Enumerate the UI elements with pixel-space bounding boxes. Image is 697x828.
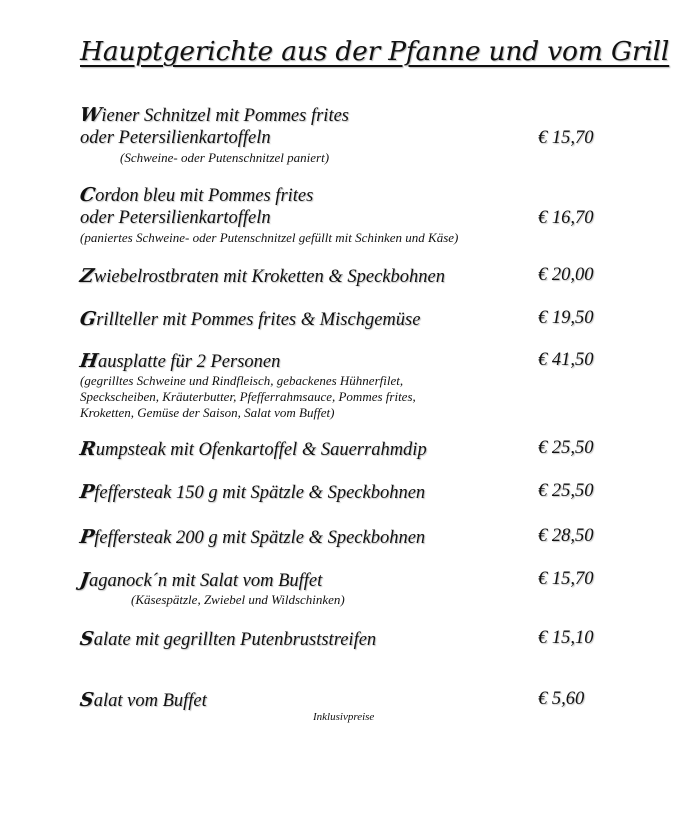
dish-name: feffersteak 150 g mit Spätzle & Speckbohnen (94, 483, 426, 503)
dish-hausplatte-note-line2: Speckscheiben, Kräuterbutter, Pfefferrahmsauce, Pommes frites, (80, 389, 416, 404)
dish-cordon-bleu-line1 (80, 184, 313, 207)
dish-name: umpsteak mit Ofenkartoffel & Sauerrahmdip (95, 440, 427, 460)
dish-jaganockn (80, 569, 322, 592)
dish-initial: C (78, 184, 97, 206)
dish-name: alate mit gegrillten Putenbruststreifen (93, 630, 377, 650)
dish-initial: R (78, 438, 98, 460)
dish-pfeffersteak-200 (80, 526, 425, 549)
dish-name: aganock´n mit Salat vom Buffet (89, 571, 323, 591)
dish-name: ordon bleu mit Pommes frites (95, 186, 314, 206)
dish-grillteller-price: € 19,50 (538, 308, 594, 328)
dish-initial: S (78, 689, 96, 711)
dish-hausplatte-note-line1: (gegrilltes Schweine und Rindfleisch, gebackenes Hühnerfilet, (80, 373, 404, 388)
dish-rumpsteak-price: € 25,50 (538, 438, 594, 458)
dish-wiener-schnitzel-note: (Schweine- oder Putenschnitzel paniert) (120, 150, 330, 165)
dish-name: rillteller mit Pommes frites & Mischgemüse (96, 310, 421, 330)
dish-cordon-bleu-price: € 16,70 (538, 208, 594, 228)
dish-initial: W (78, 104, 103, 126)
dish-zwiebelrostbraten-price: € 20,00 (538, 265, 594, 285)
dish-initial: J (78, 569, 91, 591)
dish-salate-puten (80, 628, 376, 651)
dish-cordon-bleu-line2: oder Petersilienkartoffeln (80, 208, 271, 228)
dish-name: iener Schnitzel mit Pommes frites (101, 106, 349, 126)
dish-initial: Z (78, 265, 96, 287)
dish-salat-buffet-price: € 5,60 (538, 689, 585, 709)
dish-pfeffersteak-150-price: € 25,50 (538, 481, 594, 501)
dish-jaganockn-note: (Käsespätzle, Zwiebel und Wildschinken) (131, 592, 345, 607)
dish-grillteller (80, 308, 420, 331)
dish-name: feffersteak 200 g mit Spätzle & Speckbohnen (94, 528, 426, 548)
dish-name: alat vom Buffet (93, 691, 207, 711)
page-title: Hauptgerichte aus der Pfanne und vom Grill (80, 36, 670, 67)
price-footnote: Inklusivpreise (313, 711, 375, 723)
dish-cordon-bleu-note: (paniertes Schweine- oder Putenschnitzel gefüllt mit Schinken und Käse) (80, 230, 459, 245)
dish-hausplatte (80, 350, 280, 373)
dish-hausplatte-price: € 41,50 (538, 350, 594, 370)
dish-name: wiebelrostbraten mit Kroketten & Speckbohnen (93, 267, 445, 287)
dish-initial: H (78, 350, 100, 372)
dish-initial: P (78, 526, 96, 548)
dish-rumpsteak (80, 438, 427, 461)
dish-zwiebelrostbraten (80, 265, 445, 288)
dish-salate-puten-price: € 15,10 (538, 628, 594, 648)
dish-wiener-schnitzel-line1 (80, 104, 349, 127)
dish-jaganockn-price: € 15,70 (538, 569, 594, 589)
dish-hausplatte-note-line3: Kroketten, Gemüse der Saison, Salat vom Buffet) (80, 405, 335, 420)
dish-pfeffersteak-150 (80, 481, 425, 504)
dish-name: ausplatte für 2 Personen (97, 352, 281, 372)
dish-pfeffersteak-200-price: € 28,50 (538, 526, 594, 546)
dish-wiener-schnitzel-line2: oder Petersilienkartoffeln (80, 128, 271, 148)
dish-initial: S (78, 628, 96, 650)
dish-salat-buffet (80, 689, 207, 712)
dish-wiener-schnitzel-price: € 15,70 (538, 128, 594, 148)
dish-initial: P (78, 481, 96, 503)
dish-initial: G (78, 308, 98, 330)
